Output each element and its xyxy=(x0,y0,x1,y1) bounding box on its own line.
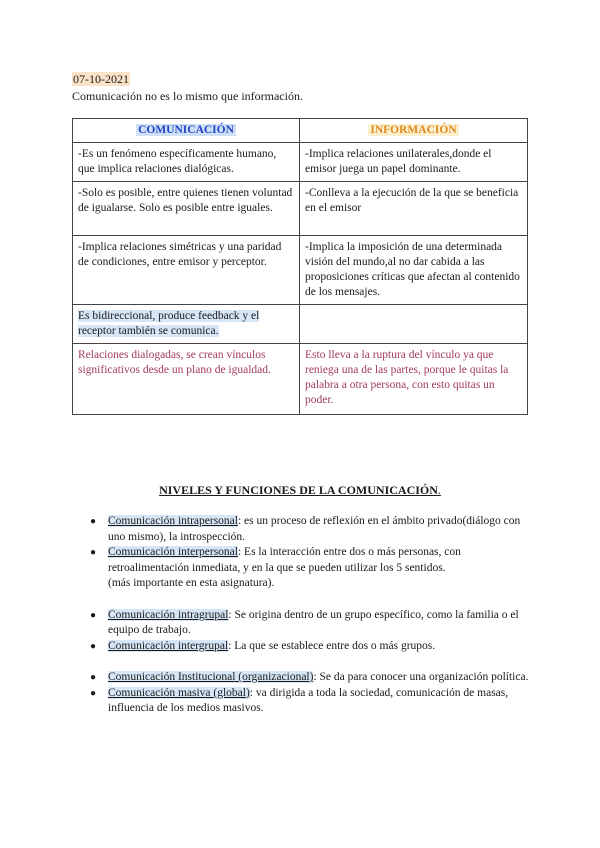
list-item xyxy=(90,545,530,592)
bullet-icon: ● xyxy=(90,687,97,699)
cell-comunicacion-line-1: Es bidireccional, produce feedback y el xyxy=(78,310,260,322)
list-item xyxy=(90,686,530,717)
list-item xyxy=(90,639,530,655)
list-item-desc: : La que se establece entre dos o más grupos. xyxy=(228,639,436,652)
levels-list xyxy=(90,514,530,717)
list-item-extra: (más importante en esta asignatura). xyxy=(108,577,275,589)
list-item-desc: : va dirigida a toda la sociedad, comunicación de masas, influencia de los medios masivos. xyxy=(108,686,509,714)
list-item-term: Comunicación masiva (global) xyxy=(108,686,250,699)
table-row xyxy=(73,305,528,344)
cell-comunicacion: -Es un fenómeno específicamente humano, que implica relaciones dialógicas. xyxy=(73,143,300,182)
cell-comunicacion: Relaciones dialogadas, se crean vínculos significativos desde un plano de igualdad. xyxy=(73,344,300,415)
cell-comunicacion xyxy=(73,305,300,344)
list-item-desc: : Se da para conocer una organización política. xyxy=(313,671,529,683)
list-item-desc: : Se origina dentro de un grupo específico, como la familia o el equipo de trabajo. xyxy=(108,608,519,636)
list-item-term: Comunicación Institucional (organizacional) xyxy=(108,671,314,683)
section-title-suffix: . xyxy=(437,483,441,497)
list-item-term: Comunicación intergrupal xyxy=(108,639,229,652)
date-heading: 07-10-2021 xyxy=(73,72,129,86)
table-row xyxy=(73,182,528,236)
table-row xyxy=(73,344,528,415)
cell-comunicacion: -Implica relaciones simétricas y una paridad de condiciones, entre emisor y perceptor. xyxy=(73,236,300,305)
cell-informacion: -Implica la imposición de una determinada visión del mundo,al no dar cabida a las proposiciones críticas que afectan al contenido de los mensajes. xyxy=(300,236,528,305)
intro-text: Comunicación no es lo mismo que información. xyxy=(72,89,303,103)
header-comunicacion xyxy=(73,119,300,143)
list-item-term: Comunicación intrapersonal xyxy=(108,515,238,527)
comparison-table xyxy=(72,118,528,415)
table-row xyxy=(73,236,528,305)
list-item-term: Comunicación intragrupal xyxy=(108,608,229,621)
list-spacer xyxy=(90,592,530,608)
list-item-desc: : es un proceso de reflexión en el ámbito privado(diálogo con uno mismo), la introspección. xyxy=(108,515,521,543)
bullet-icon: ● xyxy=(90,516,97,527)
header-informacion xyxy=(300,119,528,143)
list-spacer xyxy=(90,654,530,670)
bullet-icon: ● xyxy=(90,609,97,621)
cell-comunicacion: -Solo es posible, entre quienes tienen voluntad de igualarse. Solo es posible entre iguales. xyxy=(73,182,300,236)
cell-informacion: -Conlleva a la ejecución de la que se beneficia en el emisor xyxy=(300,182,528,236)
list-item-term: Comunicación interpersonal xyxy=(108,546,238,558)
bullet-icon: ● xyxy=(90,640,97,652)
bullet-icon: ● xyxy=(90,672,97,683)
cell-comunicacion-line-2: receptor también se comunica. xyxy=(78,325,219,337)
section-title-text: NIVELES Y FUNCIONES DE LA COMUNICACIÓN xyxy=(159,483,438,497)
bullet-icon: ● xyxy=(90,547,97,558)
header-comunicacion-label: COMUNICACIÓN xyxy=(138,124,234,136)
list-item xyxy=(90,670,530,686)
table-header-row xyxy=(73,119,528,143)
list-item-desc: : Es la interacción entre dos o más personas, con retroalimentación inmediata, y en la que se pueden utilizar los 5 sentidos. xyxy=(108,546,461,574)
header-informacion-label: INFORMACIÓN xyxy=(370,124,457,136)
section-title xyxy=(0,483,600,498)
list-item xyxy=(90,514,530,545)
table-row xyxy=(73,143,528,182)
cell-informacion: -Implica relaciones unilaterales,donde el emisor juega un papel dominante. xyxy=(300,143,528,182)
list-item xyxy=(90,608,530,639)
cell-informacion-empty xyxy=(300,305,528,344)
cell-informacion: Esto lleva a la ruptura del vínculo ya que reniega una de las partes, porque le quitas la palabra a otra persona, con esto quitas un poder. xyxy=(300,344,528,415)
